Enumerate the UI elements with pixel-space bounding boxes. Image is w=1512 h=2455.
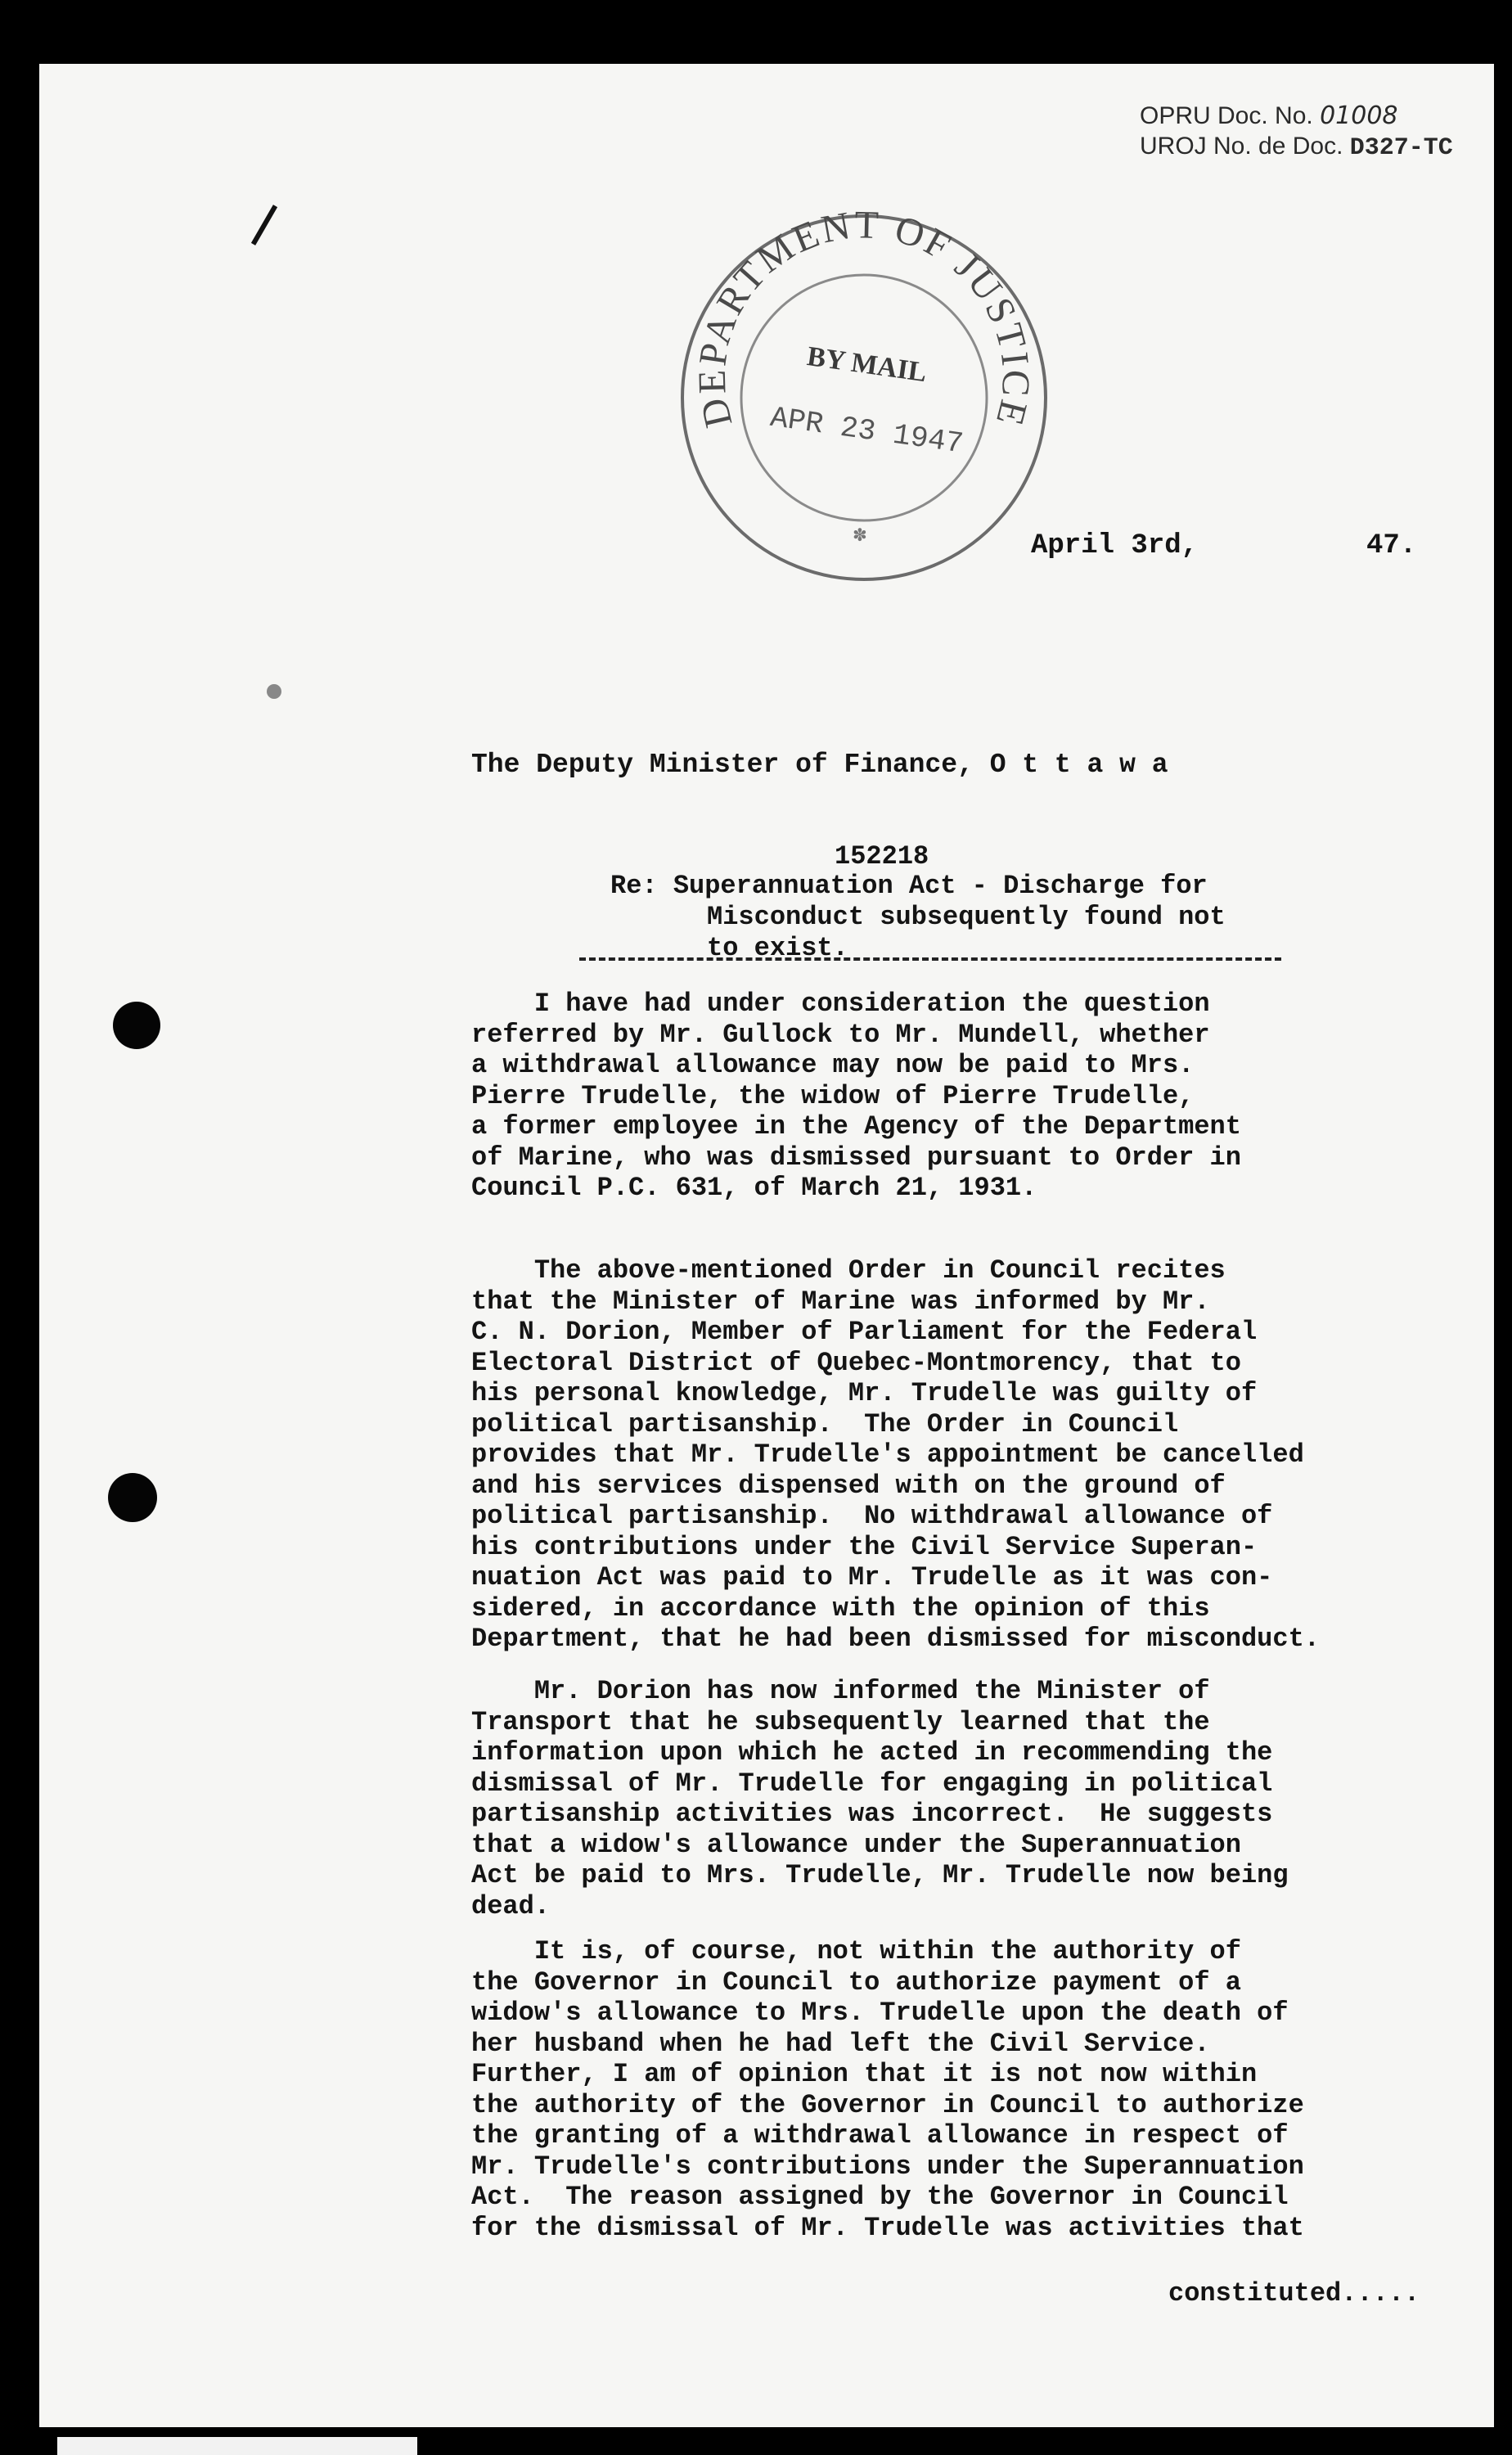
text-line: the granting of a withdrawal allowance in respect of — [471, 2120, 1289, 2151]
body-paragraph-4 — [471, 1936, 1494, 2243]
subject-line: Re: Superannuation Act - Discharge for — [610, 871, 1208, 901]
text-line: the Governor in Council to authorize payment of a — [471, 1966, 1241, 1998]
text-line: information upon which he acted in recommending the — [471, 1737, 1273, 1768]
text-line: I have had under consideration the question — [471, 989, 1210, 1019]
stamp-by-mail: BY MAIL — [805, 341, 929, 389]
text-line: political partisanship. The Order in Council — [471, 1408, 1179, 1439]
text-line: Department, that he had been dismissed for misconduct. — [471, 1624, 1320, 1654]
stamp-emblem-icon: ✽ — [853, 523, 866, 547]
text-line: provides that Mr. Trudelle's appointment be cancelled — [471, 1439, 1304, 1470]
text-line: a withdrawal allowance may now be paid to Mrs. — [471, 1050, 1195, 1080]
text-line: Mr. Trudelle's contributions under the Superannuation — [471, 2151, 1304, 2182]
punch-hole-top — [113, 1002, 160, 1049]
text-line: C. N. Dorion, Member of Parliament for the Federal — [471, 1317, 1258, 1347]
stamp-outer-text: DEPARTMENT OF JUSTICE — [690, 209, 1038, 432]
file-number-label: UROJ No. de Doc. — [1140, 133, 1343, 160]
body-paragraph-2 — [471, 1255, 1494, 1655]
text-line: dead. — [471, 1890, 551, 1921]
text-line: Electoral District of Quebec-Montmorency, that to — [471, 1347, 1241, 1378]
text-line: of Marine, who was dismissed pursuant to Order in — [471, 1142, 1241, 1173]
doc-number-label: OPRU Doc. No. — [1140, 102, 1313, 129]
text-line: Act. The reason assigned by the Governor in Council — [471, 2182, 1289, 2212]
doc-number-value: 01008 — [1320, 101, 1398, 130]
text-line: Pierre Trudelle, the widow of Pierre Trudelle, — [471, 1080, 1195, 1111]
scan-label-strip — [57, 2437, 417, 2455]
text-line: Transport that he subsequently learned that the — [471, 1706, 1210, 1737]
reference-number: 152218 — [835, 841, 929, 872]
letter-year: 47. — [1366, 530, 1417, 561]
text-line: the authority of the Governor in Council to authorize — [471, 2089, 1304, 2120]
text-line: Mr. Dorion has now informed the Minister of — [471, 1676, 1210, 1706]
text-line: referred by Mr. Gullock to Mr. Mundell, whether — [471, 1019, 1210, 1050]
text-line: partisanship activities was incorrect. He suggests — [471, 1799, 1273, 1829]
punch-hole-bottom — [108, 1473, 157, 1522]
text-line: for the dismissal of Mr. Trudelle was activities that — [471, 2212, 1304, 2243]
letter-date: April 3rd, — [1031, 530, 1199, 561]
department-of-justice-stamp — [676, 209, 1052, 586]
text-line: Act be paid to Mrs. Trudelle, Mr. Trudelle now being — [471, 1860, 1289, 1890]
doc-number-line — [1140, 101, 1398, 130]
text-line: and his services dispensed with on the ground of — [471, 1470, 1226, 1501]
continuation-word: constituted..... — [1168, 2278, 1420, 2309]
pencil-tick-mark — [251, 205, 277, 246]
paper-speck — [267, 684, 281, 699]
file-number-line — [1140, 133, 1453, 162]
addressee: The Deputy Minister of Finance, O t t a w a — [471, 750, 1168, 780]
text-line: his personal knowledge, Mr. Trudelle was guilty of — [471, 1378, 1258, 1408]
body-paragraph-1 — [471, 989, 1494, 1204]
text-line: her husband when he had left the Civil Service. — [471, 2028, 1210, 2059]
text-line: his contributions under the Civil Service Superan- — [471, 1531, 1258, 1562]
stamp-date: APR 23 1947 — [767, 400, 965, 462]
file-number-value: D327-TC — [1349, 134, 1453, 162]
subject-line: Misconduct subsequently found not — [707, 902, 1226, 932]
subject-line: to exist. — [707, 933, 848, 963]
body-paragraph-3 — [471, 1676, 1494, 1921]
text-line: The above-mentioned Order in Council recites — [471, 1255, 1226, 1286]
document-page — [39, 64, 1494, 2427]
text-line: widow's allowance to Mrs. Trudelle upon the death of — [471, 1998, 1289, 2028]
text-line: that the Minister of Marine was informed by Mr. — [471, 1286, 1210, 1317]
subject-block — [610, 871, 1226, 964]
text-line: political partisanship. No withdrawal allowance of — [471, 1501, 1273, 1531]
text-line: sidered, in accordance with the opinion of this — [471, 1592, 1210, 1624]
text-line: that a widow's allowance under the Superannuation — [471, 1829, 1241, 1860]
text-line: dismissal of Mr. Trudelle for engaging in political — [471, 1768, 1273, 1799]
text-line: nuation Act was paid to Mr. Trudelle as it was con- — [471, 1562, 1273, 1592]
text-line: a former employee in the Agency of the Department — [471, 1111, 1241, 1142]
text-line: It is, of course, not within the authority of — [471, 1936, 1241, 1966]
text-line: Further, I am of opinion that it is not now within — [471, 2059, 1258, 2089]
text-line: Council P.C. 631, of March 21, 1931. — [471, 1173, 1037, 1203]
subject-underline — [579, 957, 1281, 964]
